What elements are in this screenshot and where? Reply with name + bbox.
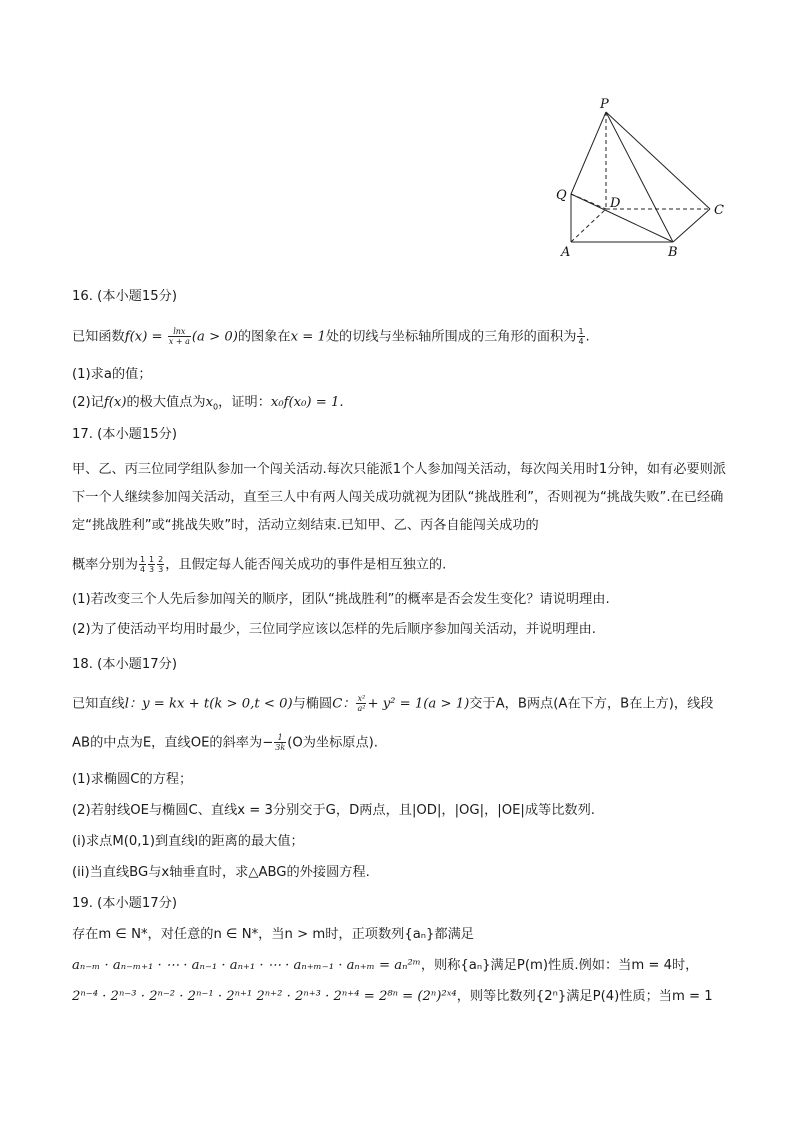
q18-slope-den: 3k [275, 743, 286, 752]
q17-p1-den: 4 [139, 565, 146, 574]
q16-frac-num: lnx [168, 327, 191, 337]
q16-stem-mid: 的图象在 [237, 329, 291, 345]
q17-p1-num: 1 [139, 555, 146, 564]
pyramid-figure [548, 92, 738, 267]
q19-line2 [72, 956, 732, 976]
q17-p2 [148, 555, 155, 574]
q17-p1 [139, 555, 146, 574]
q17-prob-tail: ，且假定每人能否闯关成功的事件是相互独立的. [165, 557, 447, 573]
q16-part2: (2)记f(x)的极大值点为$x_0$，证明：x₀f(x₀) = 1. [72, 395, 344, 412]
q18-slope-num: 1 [274, 733, 286, 743]
q16-area-fraction [577, 327, 584, 346]
q16-stem-tail: 处的切线与坐标轴所围成的三角形的面积为 [325, 329, 577, 345]
q18-ell-num: x² [357, 694, 366, 703]
q19-line3 [72, 987, 732, 1007]
q16-part2-b: 的极大值点为 [126, 395, 206, 410]
q19-heading: 19. (本小题17分) [72, 896, 177, 911]
edge-PB [606, 112, 673, 242]
q16-area-den: 4 [578, 337, 584, 346]
q18-part-i: (i)求点M(0,1)到直线l的距离的最大值； [72, 834, 304, 849]
q19-line1: 存在m ∈ N*，对任意的n ∈ N*，当n > m时，正项数列{aₙ}都满足 [72, 927, 474, 942]
q18-part-ii: (ii)当直线BG与x轴垂直时，求△ABG的外接圆方程. [72, 865, 370, 880]
q17-p2-num: 1 [149, 555, 155, 564]
q16-part2-a: (2)记 [72, 395, 104, 410]
q18-part1: (1)求椭圆C的方程； [72, 772, 193, 787]
q16-part2-x: x [205, 395, 214, 410]
label-C: C [714, 203, 724, 218]
q16-stem-prefix: 已知函数 [72, 329, 125, 345]
q17-paragraph: 甲、乙、丙三位同学组队参加一个闯关活动.每次只能派1个人参加闯关活动，每次闯关用时1分钟，如有必要则派下一个人继续参加闯关活动，直至三人中有两人闯关成功就视为团队“挑战胜利”，否则视为“挑战失败”.在已经确定“挑战胜利”或“挑战失败”时，活动立刻结束.已知甲、乙、丙各自能闯关成功的 [72, 462, 726, 533]
q17-heading: 17. (本小题15分) [72, 427, 177, 442]
q17-p3 [157, 555, 164, 574]
q18-line1-b: 与椭圆 [292, 696, 333, 712]
q18-line1 [72, 694, 732, 715]
edge-BC [673, 209, 710, 242]
q17-part2: (2)为了使活动平均用时最少，三位同学应该以怎样的先后顺序参加闯关活动，并说明理由. [72, 622, 596, 637]
q16-frac-den: x + a [168, 337, 190, 346]
q18-heading: 18. (本小题17分) [72, 657, 177, 672]
edge-PA-vertical [571, 112, 606, 194]
label-P: P [600, 97, 609, 112]
q16-fraction [168, 327, 191, 346]
q19-line3-tail: ，则等比数列{2ⁿ}满足P(4)性质；当m = 1 [456, 989, 713, 1004]
q18-slope-sign: − [262, 735, 274, 751]
q16-stem [72, 327, 732, 348]
pyramid-diagram [548, 92, 738, 267]
q18-line2-a: AB的中点为E，直线OE的斜率为 [72, 735, 263, 751]
q16-part1: (1)求a的值； [72, 367, 152, 382]
q17-part1: (1)若改变三个人先后参加闯关的顺序，团队“挑战胜利”的概率是否会发生变化？请说明理由. [72, 592, 610, 607]
q18-line2-b: (O为坐标原点). [287, 735, 378, 751]
q17-p3-den: 3 [158, 565, 164, 574]
q17-p2-den: 3 [149, 565, 155, 574]
q18-line1-a: 已知直线 [72, 696, 125, 712]
q18-ellipse-frac [356, 694, 366, 713]
q17-prob [72, 555, 732, 576]
q16-part2-eq: x₀f(x₀) = 1. [270, 395, 344, 410]
edge-PC [606, 112, 710, 209]
q16-cond: (a > 0) [191, 329, 238, 345]
edge-QB [571, 194, 673, 242]
q18-line2 [72, 733, 732, 754]
label-B: B [668, 245, 678, 260]
q16-part2-c: ，证明： [218, 395, 271, 410]
q18-ell-den: a² [357, 704, 366, 713]
label-A: A [561, 245, 571, 260]
q18-part2: (2)若射线OE与椭圆C、直线x = 3分别交于G，D两点，且|OD|，|OG|，|OE|成等比数列. [72, 803, 595, 818]
q16-area-num: 1 [578, 327, 584, 336]
q16-end: . [585, 329, 590, 345]
q18-line1-d: 交于A，B两点(A在下方，B在上方)，线段 [469, 696, 714, 712]
label-Q: Q [556, 188, 567, 203]
q18-line-l: l：y = kx + t(k > 0,t < 0) [124, 696, 293, 712]
edge-AD [571, 209, 606, 242]
q18-slope-frac [274, 733, 286, 752]
q18-ellipse-C: C： [332, 696, 356, 712]
label-D: D [610, 196, 621, 211]
q17-prob-prefix: 概率分别为 [72, 557, 138, 573]
q16-part2-f: f(x) [103, 395, 127, 410]
q16-heading: 16. (本小题15分) [72, 289, 177, 304]
q18-line1-c: + y² = 1(a > 1) [367, 696, 470, 712]
q19-line3-formula: 2ⁿ⁻⁴ · 2ⁿ⁻³ · 2ⁿ⁻² · 2ⁿ⁻¹ · 2ⁿ⁺¹ 2ⁿ⁺² · 2ⁿ⁺³ · 2ⁿ⁺⁴ = 2⁸ⁿ = (2ⁿ)²ˣ⁴ [72, 989, 457, 1004]
q19-line2-formula: aₙ₋ₘ · aₙ₋ₘ₊₁ · ⋯ · aₙ₋₁ · aₙ₊₁ · ⋯ · aₙ₊ₘ₋₁ · aₙ₊ₘ = aₙ²ᵐ [72, 958, 421, 973]
q17-p3-num: 2 [158, 555, 164, 564]
q16-x1: x = 1 [290, 329, 326, 345]
q19-line2-tail: ，则称{aₙ}满足P(m)性质.例如：当m = 4时， [420, 958, 699, 973]
q16-func: f(x) = [124, 329, 167, 345]
